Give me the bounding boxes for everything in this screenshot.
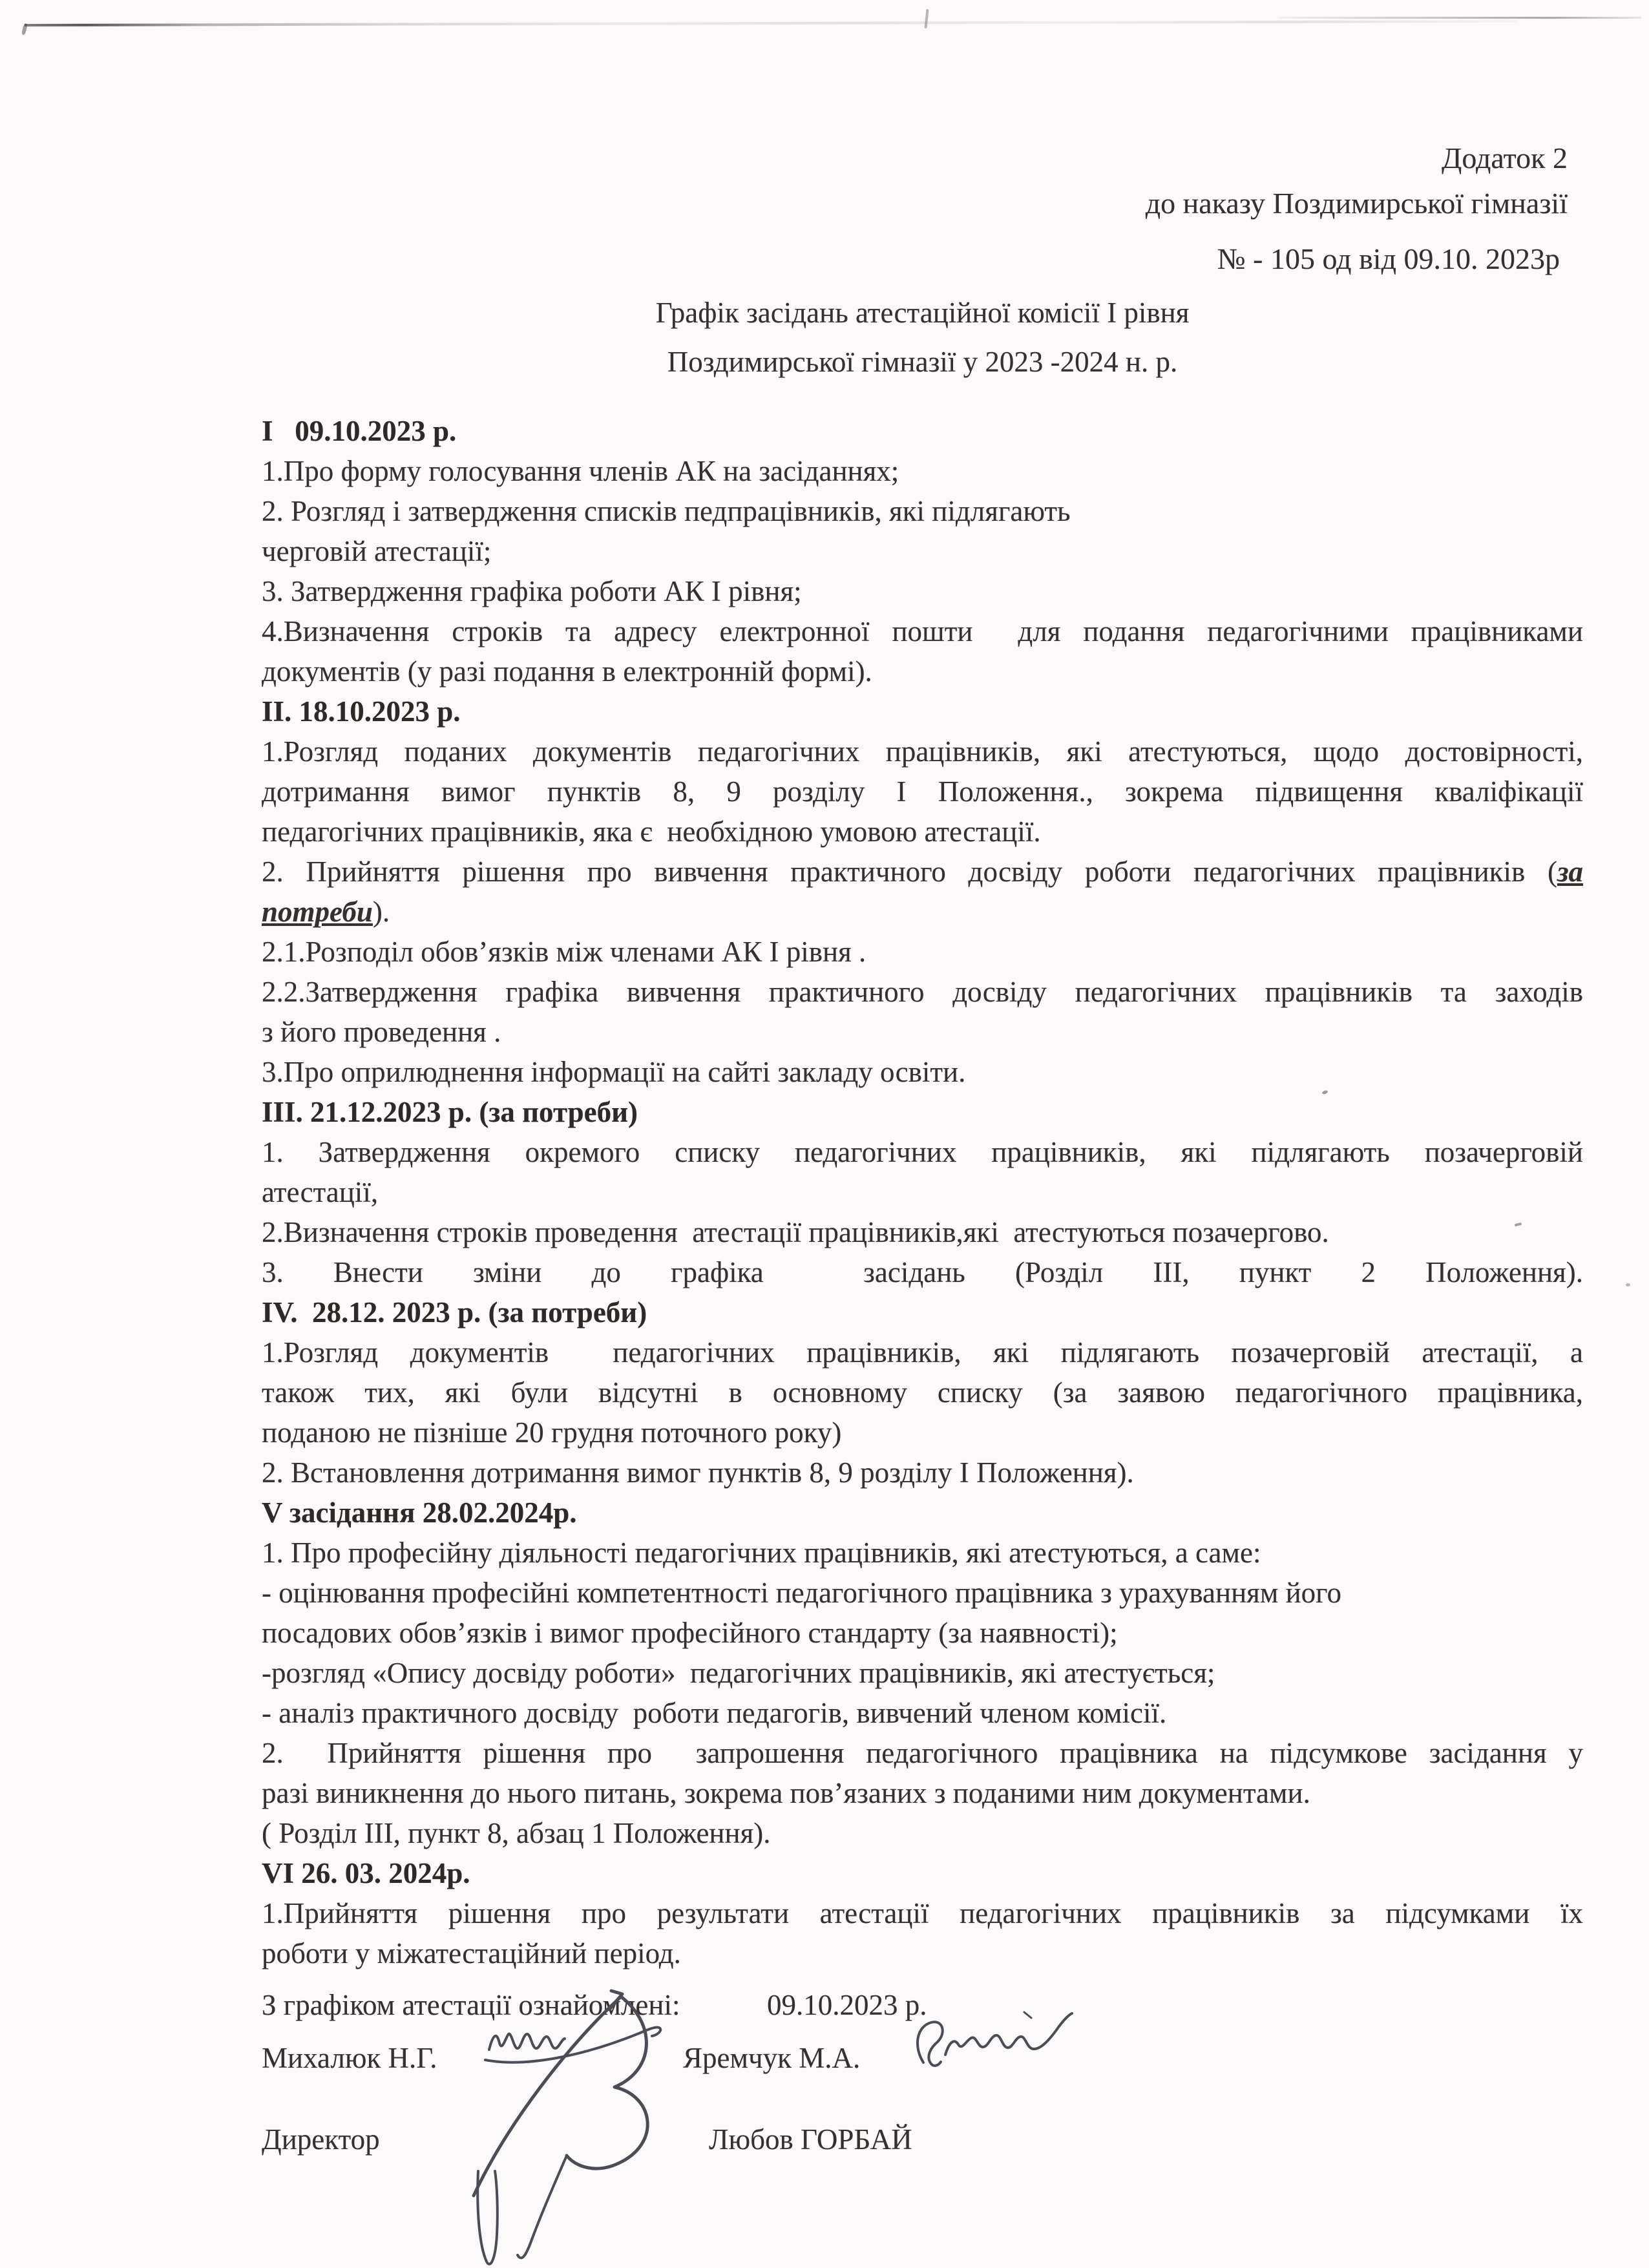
body-line: 1.Прийняття рішення про результати атестації педагогічних працівників за підсумками їх	[262, 1897, 1583, 1929]
appendix-line-2: до наказу Поздимирської гімназії	[1145, 187, 1568, 220]
body-line: 3.Про оприлюднення інформації на сайті закладу освіти.	[262, 1056, 966, 1088]
signature-yaremchuk	[900, 2006, 1094, 2083]
body-line: 1.Розгляд документів педагогічних працівників, які підлягають позачерговій атестації, а	[262, 1336, 1583, 1369]
scan-artifact-mark	[21, 23, 28, 36]
section-heading: III. 21.12.2023 р. (за потреби)	[262, 1096, 638, 1128]
signature-director	[417, 1968, 708, 2268]
scan-artifact-line	[25, 20, 1517, 26]
scan-artifact-tick	[924, 9, 929, 28]
acknowledged-label: З графіком атестації ознайомлені:	[262, 1989, 680, 2021]
body-line: дотримання вимог пунктів 8, 9 розділу I Положення., зокрема підвищення кваліфікації	[262, 775, 1583, 808]
body-line: -розгляд «Опису досвіду роботи» педагогічних працівників, які атестується;	[262, 1657, 1215, 1689]
body-line: роботи у міжатестаційний період.	[262, 1937, 681, 1969]
body-line: з його проведення .	[262, 1016, 501, 1048]
director-name: Любов ГОРБАЙ	[709, 2123, 912, 2156]
section-heading: VI 26. 03. 2024р.	[262, 1857, 470, 1889]
body-line: 1. Затвердження окремого списку педагогічних працівників, які підлягають позачерговій	[262, 1136, 1583, 1168]
body-line: посадових обов’язків і вимог професійного стандарту (за наявності);	[262, 1617, 1118, 1649]
body-line: потреби).	[262, 896, 390, 928]
body-line: 2.2.Затвердження графіка вивчення практичного досвіду педагогічних працівників та заходів	[262, 976, 1583, 1008]
section-heading: II. 18.10.2023 р.	[262, 695, 461, 728]
section-heading: V засідання 28.02.2024р.	[262, 1496, 577, 1529]
appendix-line-1: Додаток 2	[1441, 142, 1568, 174]
member-name-1: Михалюк Н.Г.	[262, 2042, 437, 2074]
body-line: атестації,	[262, 1176, 379, 1208]
body-line: ( Розділ III, пункт 8, абзац 1 Положення).	[262, 1817, 771, 1849]
document-title	[262, 288, 1583, 386]
body-line: 2.Визначення строків проведення атестації працівників,які атестуються позачергово.	[262, 1216, 1329, 1248]
section-heading: IV. 28.12. 2023 р. (за потреби)	[262, 1296, 647, 1328]
body-text	[262, 411, 1583, 1973]
body-line: 2. Встановлення дотримання вимог пунктів 8, 9 розділу I Положення).	[262, 1456, 1134, 1489]
section-heading: I 09.10.2023 р.	[262, 415, 457, 447]
order-number-line: № - 105 од від 09.10. 2023р	[1217, 242, 1560, 275]
body-line: поданою не пізніше 20 грудня поточного року)	[262, 1416, 842, 1449]
body-line: 3. Внести зміни до графіка засідань (Розділ III, пункт 2 Положення).	[262, 1256, 1583, 1288]
acknowledged-date: 09.10.2023 р.	[767, 1989, 927, 2021]
body-line: педагогічних працівників, яка є необхідною умовою атестації.	[262, 815, 1041, 848]
scan-speck	[1626, 1283, 1630, 1286]
scan-artifact-line	[1279, 17, 1641, 19]
body-line: - оцінювання професійні компетентності педагогічного працівника з урахуванням його	[262, 1577, 1342, 1609]
body-line: документів (у разі подання в електронній формі).	[262, 655, 872, 688]
body-line: 4.Визначення строків та адресу електронної пошти для подання педагогічними працівниками	[262, 615, 1583, 647]
body-line: разі виникнення до нього питань, зокрема пов’язаних з поданими ним документами.	[262, 1777, 1310, 1809]
body-line: 1.Про форму голосування членів АК на засіданнях;	[262, 455, 899, 487]
body-line: 2. Прийняття рішення про вивчення практичного досвіду роботи педагогічних працівників (за	[262, 856, 1583, 888]
director-label: Директор	[262, 2123, 380, 2156]
body-line: - аналіз практичного досвіду роботи педагогів, вивчений членом комісії.	[262, 1697, 1167, 1729]
body-line: 2. Прийняття рішення про запрошення педагогічного працівника на підсумкове засідання у	[262, 1737, 1583, 1769]
body-line: 1. Про професійну діяльності педагогічних працівників, які атестуються, а саме:	[262, 1537, 1261, 1569]
body-line: 3. Затвердження графіка роботи АК I рівня;	[262, 575, 802, 607]
title-line-2: Поздимирської гімназії у 2023 -2024 н. р.	[667, 346, 1178, 378]
body-line: 2.1.Розподіл обов’язків між членами АК I рівня .	[262, 936, 867, 968]
body-line: також тих, які були відсутні в основному списку (за заявою педагогічного працівника,	[262, 1376, 1583, 1409]
appendix-block	[1146, 136, 1568, 282]
member-name-2: Яремчук М.А.	[683, 2042, 861, 2074]
body-line: 2. Розгляд і затвердження списків педпрацівників, які підлягають	[262, 495, 1071, 527]
body-line: черговій атестації;	[262, 535, 492, 567]
body-line: 1.Розгляд поданих документів педагогічних працівників, які атестуються, щодо достовірності,	[262, 735, 1583, 768]
title-line-1: Графік засідань атестаційної комісії I рівня	[655, 297, 1190, 329]
